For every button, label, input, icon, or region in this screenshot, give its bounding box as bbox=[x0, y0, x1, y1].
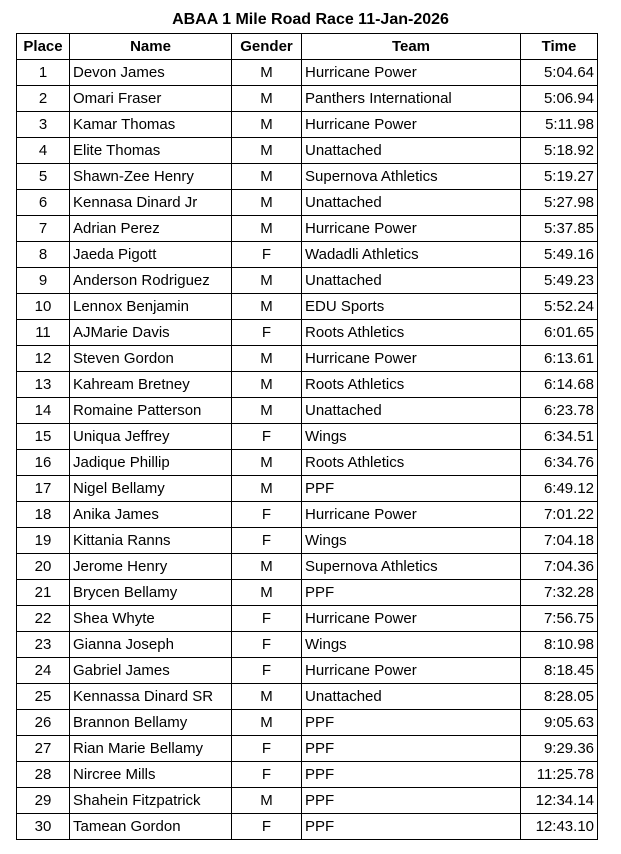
column-header-place: Place bbox=[17, 34, 70, 60]
place-cell: 13 bbox=[17, 372, 70, 398]
gender-cell: M bbox=[232, 268, 302, 294]
table-row bbox=[17, 554, 598, 580]
team-cell: Unattached bbox=[302, 268, 521, 294]
team-cell: PPF bbox=[302, 762, 521, 788]
gender-cell: M bbox=[232, 112, 302, 138]
time-cell: 6:14.68 bbox=[521, 372, 598, 398]
name-cell: Jerome Henry bbox=[70, 554, 232, 580]
name-cell: Anika James bbox=[70, 502, 232, 528]
place-cell: 11 bbox=[17, 320, 70, 346]
gender-cell: M bbox=[232, 164, 302, 190]
place-cell: 2 bbox=[17, 86, 70, 112]
time-cell: 5:37.85 bbox=[521, 216, 598, 242]
table-row bbox=[17, 372, 598, 398]
table-row bbox=[17, 606, 598, 632]
table-row bbox=[17, 762, 598, 788]
place-cell: 3 bbox=[17, 112, 70, 138]
team-cell: PPF bbox=[302, 788, 521, 814]
place-cell: 9 bbox=[17, 268, 70, 294]
place-cell: 18 bbox=[17, 502, 70, 528]
table-row bbox=[17, 164, 598, 190]
time-cell: 5:27.98 bbox=[521, 190, 598, 216]
name-cell: Romaine Patterson bbox=[70, 398, 232, 424]
name-cell: Brannon Bellamy bbox=[70, 710, 232, 736]
column-header-time: Time bbox=[521, 34, 598, 60]
time-cell: 5:06.94 bbox=[521, 86, 598, 112]
team-cell: Hurricane Power bbox=[302, 216, 521, 242]
table-row bbox=[17, 398, 598, 424]
time-cell: 6:01.65 bbox=[521, 320, 598, 346]
place-cell: 25 bbox=[17, 684, 70, 710]
table-row bbox=[17, 528, 598, 554]
time-cell: 6:34.51 bbox=[521, 424, 598, 450]
name-cell: Kamar Thomas bbox=[70, 112, 232, 138]
table-row bbox=[17, 658, 598, 684]
team-cell: Wings bbox=[302, 424, 521, 450]
name-cell: Nircree Mills bbox=[70, 762, 232, 788]
gender-cell: F bbox=[232, 424, 302, 450]
gender-cell: F bbox=[232, 502, 302, 528]
table-row bbox=[17, 60, 598, 86]
place-cell: 27 bbox=[17, 736, 70, 762]
team-cell: Unattached bbox=[302, 138, 521, 164]
place-cell: 4 bbox=[17, 138, 70, 164]
name-cell: Kittania Ranns bbox=[70, 528, 232, 554]
time-cell: 6:49.12 bbox=[521, 476, 598, 502]
table-row bbox=[17, 294, 598, 320]
table-row bbox=[17, 632, 598, 658]
name-cell: Rian Marie Bellamy bbox=[70, 736, 232, 762]
place-cell: 20 bbox=[17, 554, 70, 580]
column-header-name: Name bbox=[70, 34, 232, 60]
place-cell: 12 bbox=[17, 346, 70, 372]
name-cell: Shea Whyte bbox=[70, 606, 232, 632]
time-cell: 5:49.23 bbox=[521, 268, 598, 294]
team-cell: Wings bbox=[302, 528, 521, 554]
gender-cell: F bbox=[232, 632, 302, 658]
time-cell: 6:13.61 bbox=[521, 346, 598, 372]
place-cell: 19 bbox=[17, 528, 70, 554]
place-cell: 21 bbox=[17, 580, 70, 606]
team-cell: PPF bbox=[302, 814, 521, 840]
gender-cell: F bbox=[232, 242, 302, 268]
name-cell: Shawn-Zee Henry bbox=[70, 164, 232, 190]
team-cell: PPF bbox=[302, 736, 521, 762]
gender-cell: F bbox=[232, 814, 302, 840]
team-cell: EDU Sports bbox=[302, 294, 521, 320]
time-cell: 7:01.22 bbox=[521, 502, 598, 528]
team-cell: Unattached bbox=[302, 398, 521, 424]
table-row bbox=[17, 814, 598, 840]
team-cell: PPF bbox=[302, 476, 521, 502]
team-cell: Hurricane Power bbox=[302, 346, 521, 372]
table-row bbox=[17, 710, 598, 736]
table-row bbox=[17, 346, 598, 372]
team-cell: Wings bbox=[302, 632, 521, 658]
team-cell: Hurricane Power bbox=[302, 112, 521, 138]
table-row bbox=[17, 684, 598, 710]
time-cell: 12:34.14 bbox=[521, 788, 598, 814]
team-cell: PPF bbox=[302, 710, 521, 736]
name-cell: Gabriel James bbox=[70, 658, 232, 684]
team-cell: Supernova Athletics bbox=[302, 164, 521, 190]
place-cell: 1 bbox=[17, 60, 70, 86]
place-cell: 24 bbox=[17, 658, 70, 684]
team-cell: Roots Athletics bbox=[302, 372, 521, 398]
table-row bbox=[17, 476, 598, 502]
name-cell: Anderson Rodriguez bbox=[70, 268, 232, 294]
table-row bbox=[17, 450, 598, 476]
time-cell: 5:52.24 bbox=[521, 294, 598, 320]
gender-cell: M bbox=[232, 346, 302, 372]
place-cell: 29 bbox=[17, 788, 70, 814]
time-cell: 6:23.78 bbox=[521, 398, 598, 424]
place-cell: 7 bbox=[17, 216, 70, 242]
team-cell: Hurricane Power bbox=[302, 60, 521, 86]
gender-cell: M bbox=[232, 372, 302, 398]
team-cell: Unattached bbox=[302, 684, 521, 710]
name-cell: Kennasa Dinard Jr bbox=[70, 190, 232, 216]
place-cell: 8 bbox=[17, 242, 70, 268]
name-cell: Uniqua Jeffrey bbox=[70, 424, 232, 450]
gender-cell: M bbox=[232, 580, 302, 606]
name-cell: Shahein Fitzpatrick bbox=[70, 788, 232, 814]
team-cell: PPF bbox=[302, 580, 521, 606]
name-cell: AJMarie Davis bbox=[70, 320, 232, 346]
team-cell: Hurricane Power bbox=[302, 606, 521, 632]
time-cell: 12:43.10 bbox=[521, 814, 598, 840]
name-cell: Jadique Phillip bbox=[70, 450, 232, 476]
time-cell: 5:18.92 bbox=[521, 138, 598, 164]
team-cell: Roots Athletics bbox=[302, 450, 521, 476]
table-row bbox=[17, 320, 598, 346]
place-cell: 26 bbox=[17, 710, 70, 736]
name-cell: Jaeda Pigott bbox=[70, 242, 232, 268]
table-row bbox=[17, 138, 598, 164]
name-cell: Devon James bbox=[70, 60, 232, 86]
time-cell: 5:04.64 bbox=[521, 60, 598, 86]
time-cell: 7:04.18 bbox=[521, 528, 598, 554]
name-cell: Adrian Perez bbox=[70, 216, 232, 242]
table-row bbox=[17, 424, 598, 450]
time-cell: 9:05.63 bbox=[521, 710, 598, 736]
gender-cell: M bbox=[232, 684, 302, 710]
name-cell: Kennassa Dinard SR bbox=[70, 684, 232, 710]
gender-cell: M bbox=[232, 554, 302, 580]
gender-cell: M bbox=[232, 216, 302, 242]
table-row bbox=[17, 788, 598, 814]
results-table bbox=[16, 33, 598, 840]
gender-cell: M bbox=[232, 294, 302, 320]
page-title: ABAA 1 Mile Road Race 11-Jan-2026 bbox=[172, 11, 449, 28]
name-cell: Brycen Bellamy bbox=[70, 580, 232, 606]
table-row bbox=[17, 216, 598, 242]
name-cell: Tamean Gordon bbox=[70, 814, 232, 840]
time-cell: 8:28.05 bbox=[521, 684, 598, 710]
place-cell: 16 bbox=[17, 450, 70, 476]
gender-cell: F bbox=[232, 606, 302, 632]
place-cell: 5 bbox=[17, 164, 70, 190]
gender-cell: M bbox=[232, 190, 302, 216]
name-cell: Kahream Bretney bbox=[70, 372, 232, 398]
team-cell: Wadadli Athletics bbox=[302, 242, 521, 268]
place-cell: 14 bbox=[17, 398, 70, 424]
name-cell: Steven Gordon bbox=[70, 346, 232, 372]
gender-cell: M bbox=[232, 450, 302, 476]
place-cell: 15 bbox=[17, 424, 70, 450]
time-cell: 11:25.78 bbox=[521, 762, 598, 788]
gender-cell: F bbox=[232, 736, 302, 762]
place-cell: 17 bbox=[17, 476, 70, 502]
time-cell: 6:34.76 bbox=[521, 450, 598, 476]
time-cell: 8:18.45 bbox=[521, 658, 598, 684]
gender-cell: F bbox=[232, 320, 302, 346]
time-cell: 5:11.98 bbox=[521, 112, 598, 138]
time-cell: 9:29.36 bbox=[521, 736, 598, 762]
column-header-gender: Gender bbox=[232, 34, 302, 60]
name-cell: Gianna Joseph bbox=[70, 632, 232, 658]
time-cell: 8:10.98 bbox=[521, 632, 598, 658]
time-cell: 5:19.27 bbox=[521, 164, 598, 190]
table-row bbox=[17, 502, 598, 528]
time-cell: 7:04.36 bbox=[521, 554, 598, 580]
team-cell: Hurricane Power bbox=[302, 658, 521, 684]
time-cell: 5:49.16 bbox=[521, 242, 598, 268]
place-cell: 23 bbox=[17, 632, 70, 658]
gender-cell: F bbox=[232, 658, 302, 684]
results-body bbox=[17, 60, 598, 840]
gender-cell: M bbox=[232, 710, 302, 736]
gender-cell: M bbox=[232, 788, 302, 814]
name-cell: Elite Thomas bbox=[70, 138, 232, 164]
team-cell: Unattached bbox=[302, 190, 521, 216]
gender-cell: M bbox=[232, 86, 302, 112]
name-cell: Omari Fraser bbox=[70, 86, 232, 112]
column-header-team: Team bbox=[302, 34, 521, 60]
table-row bbox=[17, 268, 598, 294]
time-cell: 7:32.28 bbox=[521, 580, 598, 606]
table-row bbox=[17, 736, 598, 762]
team-cell: Hurricane Power bbox=[302, 502, 521, 528]
gender-cell: M bbox=[232, 476, 302, 502]
gender-cell: M bbox=[232, 398, 302, 424]
table-row bbox=[17, 112, 598, 138]
time-cell: 7:56.75 bbox=[521, 606, 598, 632]
place-cell: 22 bbox=[17, 606, 70, 632]
table-row bbox=[17, 242, 598, 268]
gender-cell: M bbox=[232, 138, 302, 164]
team-cell: Supernova Athletics bbox=[302, 554, 521, 580]
team-cell: Panthers International bbox=[302, 86, 521, 112]
team-cell: Roots Athletics bbox=[302, 320, 521, 346]
place-cell: 10 bbox=[17, 294, 70, 320]
header-row bbox=[17, 34, 598, 60]
place-cell: 6 bbox=[17, 190, 70, 216]
table-row bbox=[17, 190, 598, 216]
place-cell: 28 bbox=[17, 762, 70, 788]
gender-cell: M bbox=[232, 60, 302, 86]
gender-cell: F bbox=[232, 762, 302, 788]
name-cell: Nigel Bellamy bbox=[70, 476, 232, 502]
place-cell: 30 bbox=[17, 814, 70, 840]
table-row bbox=[17, 580, 598, 606]
name-cell: Lennox Benjamin bbox=[70, 294, 232, 320]
table-row bbox=[17, 86, 598, 112]
gender-cell: F bbox=[232, 528, 302, 554]
